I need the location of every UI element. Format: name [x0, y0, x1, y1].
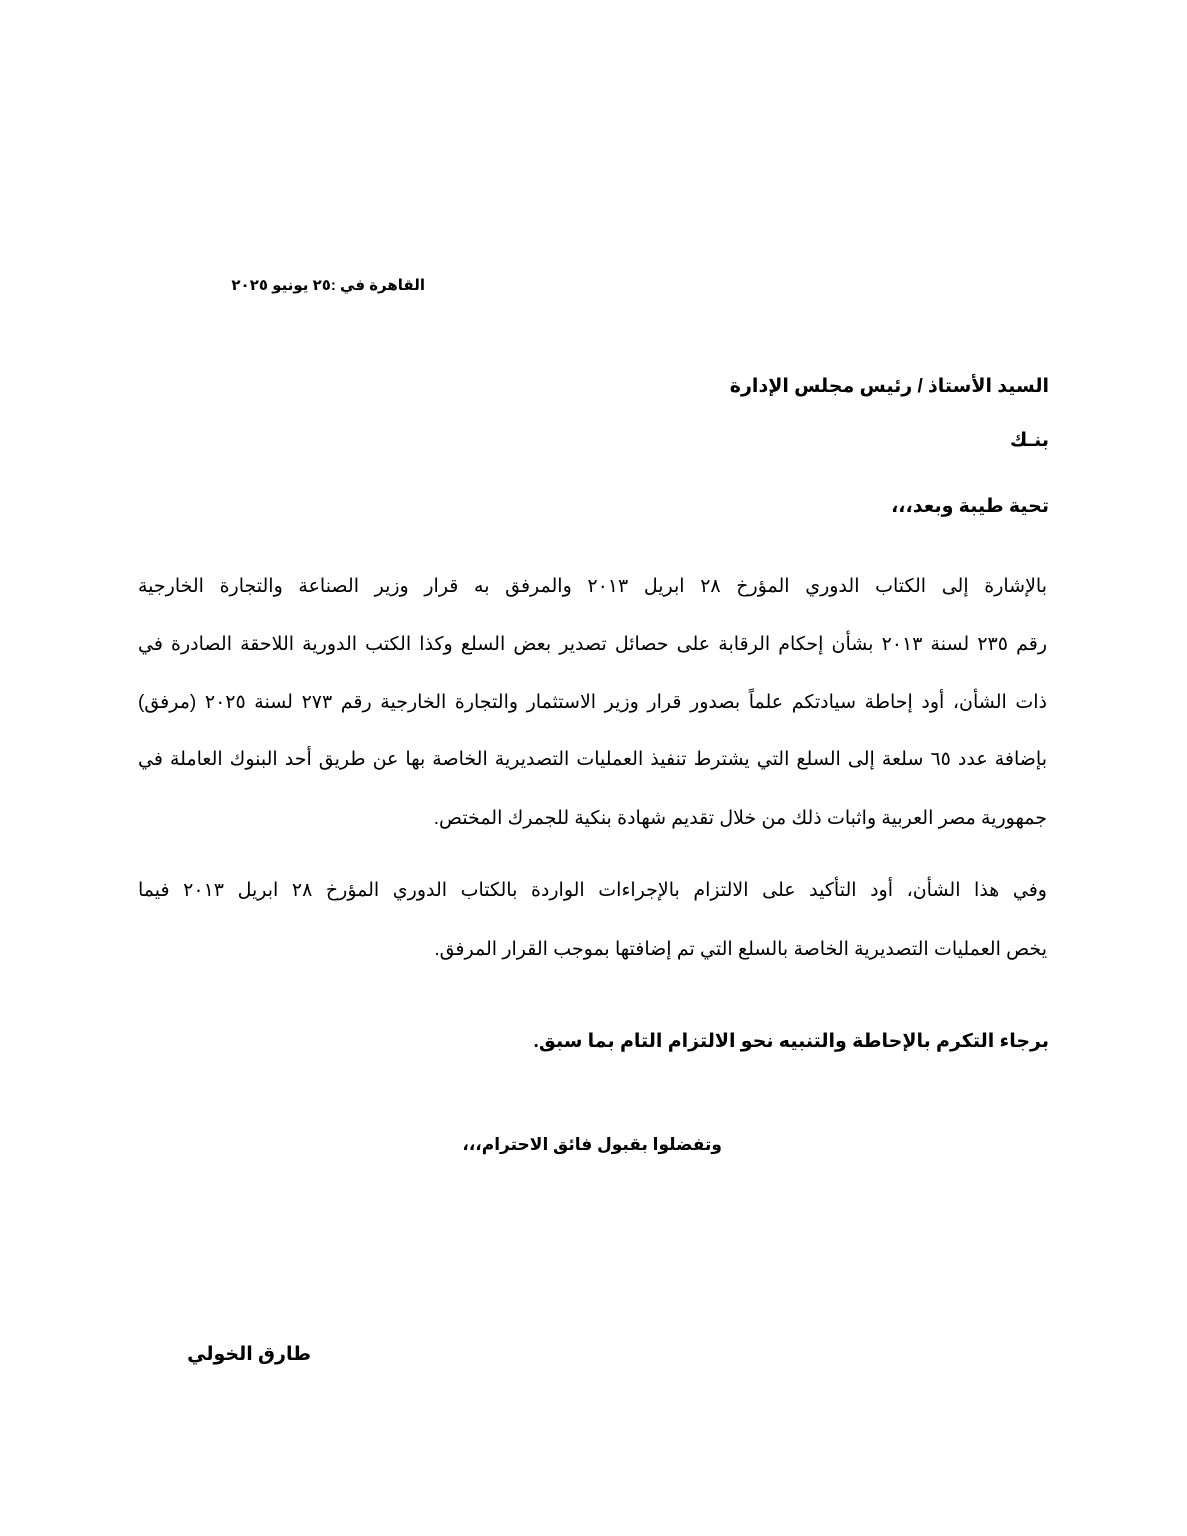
signature-name: طارق الخولي	[187, 1344, 311, 1365]
paragraph-1-line-1: بالإشارة إلى الكتاب الدوري المؤرخ ٢٨ ابريل ٢٠١٣ والمرفق به قرار وزير الصناعة والتجارة الخارجية	[138, 576, 1047, 597]
recipient-title: السيد الأستاذ / رئيس مجلس الإدارة	[729, 376, 1049, 397]
paragraph-2-line-1: وفي هذا الشأن، أود التأكيد على الالتزام بالإجراءات الواردة بالكتاب الدوري المؤرخ ٢٨ ابريل ٢٠١٣ فيما	[138, 880, 1047, 901]
greeting: تحية طيبة وبعد،،،	[891, 496, 1049, 517]
paragraph-1-line-3: ذات الشأن، أود إحاطة سيادتكم علماً بصدور قرار وزير الاستثمار والتجارة الخارجية رقم ٢٧٣ لسنة ٢٠٢٥ (مرفق)	[138, 692, 1048, 713]
paragraph-1-line-5: جمهورية مصر العربية واثبات ذلك من خلال تقديم شهادة بنكية للجمرك المختص.	[433, 808, 1047, 829]
closing-request: برجاء التكرم بالإحاطة والتنبيه نحو الالتزام التام بما سبق.	[533, 1031, 1049, 1052]
respect-closing: وتفضلوا بقبول فائق الاحترام،،،	[462, 1135, 722, 1154]
letter-date: القاهرة في :٢٥ يونيو ٢٠٢٥	[231, 277, 425, 294]
paragraph-1-line-4: بإضافة عدد ٦٥ سلعة إلى السلع التي يشترط تنفيذ العمليات التصديرية الخاصة بها عن طريق أحد البنوك العاملة في	[138, 749, 1047, 770]
recipient-bank: بنـك	[1009, 430, 1049, 451]
paragraph-2-line-2: يخص العمليات التصديرية الخاصة بالسلع التي تم إضافتها بموجب القرار المرفق.	[434, 939, 1047, 960]
paragraph-1-line-2: رقم ٢٣٥ لسنة ٢٠١٣ بشأن إحكام الرقابة على حصائل تصدير بعض السلع وكذا الكتب الدورية اللاحقة الصادرة في	[138, 634, 1047, 655]
